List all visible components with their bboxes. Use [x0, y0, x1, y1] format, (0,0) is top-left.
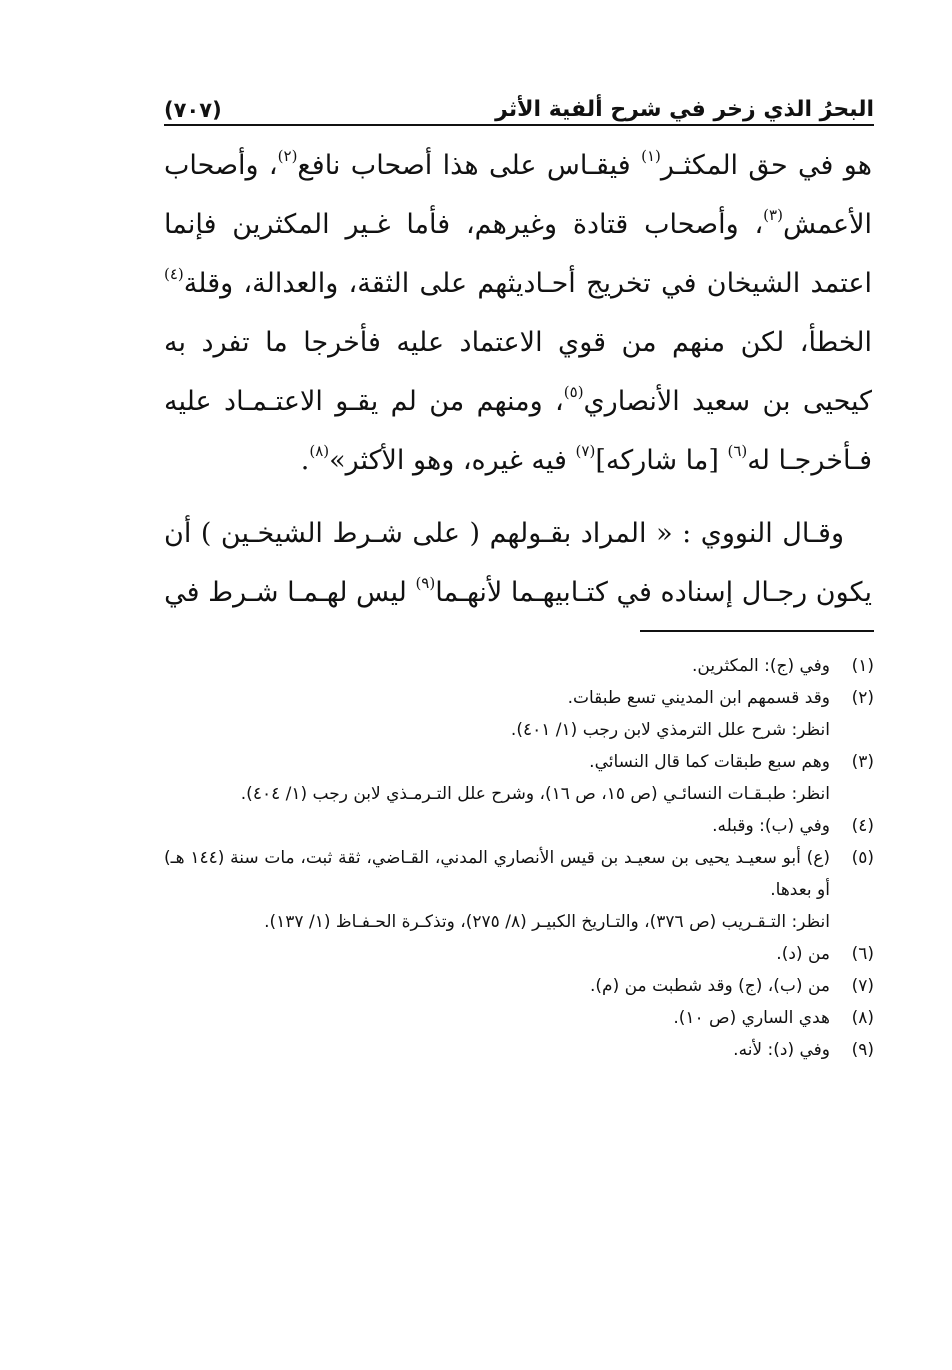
footnote-ref: (٥): [563, 383, 584, 401]
footnote-ref: (٤): [164, 265, 184, 283]
footnote-text: من (ب)، (ج) وقد شطبت من (م).: [590, 976, 830, 996]
footnote-7: [164, 970, 874, 1002]
text-run: هو في حق المكثـر: [660, 150, 872, 181]
text-run: فيقـاس على هذا أصحاب نافع: [297, 150, 642, 181]
footnote-ref: (٨): [309, 442, 330, 460]
footnote-number: (٥): [851, 848, 874, 868]
footnote-number: (٨): [851, 1008, 874, 1028]
footnote-text: وفي (د): لأنه.: [733, 1040, 830, 1060]
footnote-2-reference: انظر: شرح علل الترمذي لابن رجب (١/ ٤٠١).: [510, 720, 830, 740]
running-header: [164, 84, 874, 124]
footnote-ref: (٧): [575, 442, 596, 460]
footnote-4: [164, 810, 874, 842]
footnote-6: [164, 938, 874, 970]
footnote-8: [164, 1002, 874, 1034]
footnote-text: وفي (ب): وقبله.: [712, 816, 830, 836]
footnote-3-reference: انظر: طبـقـات النسائـي (ص ١٥، ص ١٦)، وشرح علل التـرمـذي لابن رجب (١/ ٤٠٤).: [240, 784, 830, 804]
page-number: (٧٠٧): [164, 98, 222, 122]
footnote-text: وقد قسمهم ابن المديني تسع طبقات.: [567, 688, 830, 708]
text-run: ليس لهـمـا شـرط في: [164, 577, 416, 608]
footnote-ref: (٣): [763, 206, 783, 224]
paragraph-1: [164, 136, 872, 490]
footnote-2: [164, 682, 874, 714]
footnote-1: [164, 650, 874, 682]
text-run: .: [300, 445, 310, 476]
text-run: وقـال النووي : « المراد بقـولهم ( على شـرط الشيخـين ) أن يكون رجـال إسناده في كتـابيهـما لأنهـما: [164, 518, 872, 608]
footnote-number: (١): [851, 656, 874, 676]
footnote-number: (٣): [851, 752, 874, 772]
footnote-text: هدي الساري (ص ١٠).: [673, 1008, 830, 1028]
paragraph-2: [164, 504, 872, 622]
footnote-5: [164, 842, 874, 906]
footnote-text: من (د).: [776, 944, 830, 964]
footnote-number: (٢): [851, 688, 874, 708]
footnote-rule: [640, 630, 874, 632]
footnote-ref: (٢): [277, 147, 298, 165]
footnote-text: وفي (ج): المكثرين.: [692, 656, 830, 676]
footnote-number: (٦): [851, 944, 874, 964]
footnote-ref: (٩): [415, 574, 436, 592]
text-run: ، ومنهم من لم يقـو الاعتـمـاد عليه فـأخرجـا له: [164, 386, 872, 476]
footnote-9: [164, 1034, 874, 1066]
footnote-number: (٧): [851, 976, 874, 996]
footnote-ref: (١): [641, 147, 661, 165]
header-title: البحرُ الذي زخر في شرح ألفية الأثر: [495, 97, 874, 122]
footnote-ref: (٦): [727, 442, 748, 460]
text-run: الخطأ، لكن منهم من قوي الاعتماد عليه فأخرجا ما تفرد به كيحيى بن سعيد الأنصاري: [164, 327, 873, 417]
text-run: فيه غيره، وهو الأكثر»: [329, 445, 576, 476]
main-text: [164, 136, 872, 622]
text-run: ، وأصحاب الأعمش: [164, 150, 872, 240]
footnote-number: (٤): [851, 816, 874, 836]
text-run: ، وأصحاب قتادة وغيرهم، فأما غـير المكثرين فإنما اعتمد الشيخان في تخريج أحـاديثهم على الثقة، والعدالة، وقلة: [164, 209, 872, 299]
footnote-text: (ع) أبو سعيـد يحيى بن سعيـد بن قيس الأنصاري المدني، القـاضي، ثقة ثبت، مات سنة (١٤٤ هـ) أو بعدها.: [164, 848, 831, 900]
footnote-text: وهم سبع طبقات كما قال النسائي.: [589, 752, 830, 772]
footnote-3: [164, 746, 874, 778]
footnote-number: (٩): [851, 1040, 874, 1060]
header-rule: [164, 124, 874, 126]
footnotes: [164, 650, 874, 1066]
footnote-5-reference: انظر: التـقـريب (ص ٣٧٦)، والتـاريخ الكبيـر (٨/ ٢٧٥)، وتذكـرة الحـفـاظ (١/ ١٣٧).: [264, 912, 830, 932]
text-run: [ما شاركه]: [595, 445, 728, 476]
